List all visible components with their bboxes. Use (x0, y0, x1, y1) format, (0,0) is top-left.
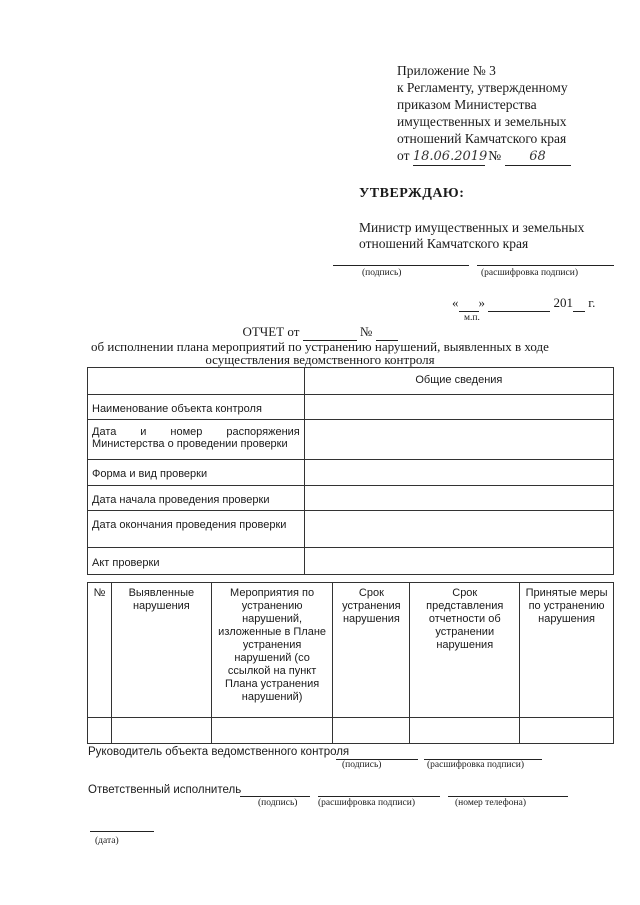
row-label-end-date: Дата окончания проведения проверки (88, 511, 305, 548)
col-number: № (88, 583, 112, 718)
row-value-order[interactable] (304, 420, 613, 460)
approval-title: УТВЕРЖДАЮ: (359, 186, 465, 201)
order-word-2: и (140, 426, 147, 438)
col-elimination-term: Срок устранения нарушения (333, 583, 410, 718)
approval-month-blank (488, 295, 550, 312)
executor-phone-line (448, 796, 568, 797)
col-violations: Выявленные нарушения (111, 583, 211, 718)
cell-measures[interactable] (211, 718, 333, 744)
appendix-line-2: к Регламенту, утвержденному (397, 80, 568, 95)
report-subtitle-line-1: об исполнении плана мероприятий по устранению нарушений, выявленных в ходе (91, 339, 549, 354)
table-row (88, 511, 614, 548)
executor-decoding-line (318, 796, 440, 797)
appendix-date-prefix: от (397, 148, 410, 163)
general-info-header-empty (88, 368, 305, 395)
cell-measures-taken[interactable] (520, 718, 614, 744)
minister-signature-line (333, 265, 469, 266)
row-label-form: Форма и вид проверки (88, 460, 305, 486)
approval-year-suffix: г. (588, 295, 596, 310)
row-label-object: Наименование объекта контроля (88, 395, 305, 420)
head-decoding-caption: (расшифровка подписи) (427, 760, 524, 770)
executor-label: Ответственный исполнитель (88, 784, 242, 796)
appendix-date-row (397, 147, 627, 166)
order-word-4: распоряжения (226, 426, 300, 438)
minister-signature-caption: (подпись) (362, 268, 402, 278)
minister-block (359, 220, 619, 252)
col-reporting-term: Срок представления отчетности об устранении нарушения (410, 583, 520, 718)
approval-day-blank (459, 295, 479, 312)
stamp-caption: м.п. (464, 313, 480, 323)
row-label-order (88, 420, 305, 460)
row-label-act: Акт проверки (88, 548, 305, 575)
report-subtitle-line-2: осуществления ведомственного контроля (205, 352, 435, 367)
cell-elimination-term[interactable] (333, 718, 410, 744)
row-label-order-line-1 (92, 426, 300, 438)
appendix-number-prefix: № (488, 148, 502, 163)
appendix-date-value: 18.06.2019 (412, 149, 488, 164)
general-info-header-row (88, 368, 614, 395)
row-value-object[interactable] (304, 395, 613, 420)
row-value-end-date[interactable] (304, 511, 613, 548)
row-value-form[interactable] (304, 460, 613, 486)
executor-signature-line (240, 796, 310, 797)
violations-table (87, 582, 614, 744)
date-caption: (дата) (95, 836, 119, 846)
head-label: Руководитель объекта ведомственного контроля (88, 746, 350, 758)
report-title-prefix: ОТЧЕТ от (242, 324, 300, 339)
general-info-header: Общие сведения (304, 368, 613, 395)
appendix-line-5: отношений Камчатского края (397, 131, 567, 146)
row-value-start-date[interactable] (304, 486, 613, 511)
executor-phone-caption: (номер телефона) (455, 798, 526, 808)
minister-decoding-caption: (расшифровка подписи) (481, 268, 578, 278)
appendix-line-4: имущественных и земельных (397, 114, 567, 129)
general-info-table (87, 367, 614, 575)
order-word-3: номер (170, 426, 203, 438)
minister-line-2: отношений Камчатского края (359, 236, 529, 251)
appendix-number-value: 68 (505, 148, 571, 166)
row-label-start-date: Дата начала проведения проверки (88, 486, 305, 511)
row-label-order-line-2: Министерства о проведении проверки (92, 438, 288, 450)
approval-year-prefix: 201 (553, 295, 573, 310)
appendix-block (397, 62, 627, 166)
appendix-line-3: приказом Министерства (397, 97, 537, 112)
col-measures-taken: Принятые меры по устранению нарушения (520, 583, 614, 718)
table-row (88, 420, 614, 460)
approval-date-row (452, 295, 595, 312)
cell-violations[interactable] (111, 718, 211, 744)
approval-year-blank (573, 295, 585, 312)
minister-decoding-line (477, 265, 614, 266)
executor-decoding-caption: (расшифровка подписи) (318, 798, 415, 808)
minister-line-1: Министр имущественных и земельных (359, 220, 585, 235)
executor-signature-caption: (подпись) (258, 798, 298, 808)
appendix-line-1: Приложение № 3 (397, 63, 496, 78)
table-row (88, 718, 614, 744)
cell-number[interactable] (88, 718, 112, 744)
cell-reporting-term[interactable] (410, 718, 520, 744)
col-measures: Мероприятия по устранению нарушений, изложенные в Плане устранения нарушений (со ссылкой на пункт Плана устранения нарушений) (211, 583, 333, 718)
approval-date-open-quote: « (452, 295, 459, 310)
row-value-act[interactable] (304, 548, 613, 575)
head-signature-caption: (подпись) (342, 760, 382, 770)
approval-date-close-quote: » (478, 295, 485, 310)
table-row (88, 548, 614, 575)
table-row (88, 486, 614, 511)
report-number-sign: № (359, 324, 373, 339)
table-row (88, 395, 614, 420)
date-line (90, 831, 154, 832)
violations-header-row (88, 583, 614, 718)
order-word-1: Дата (92, 426, 117, 438)
table-row (88, 460, 614, 486)
